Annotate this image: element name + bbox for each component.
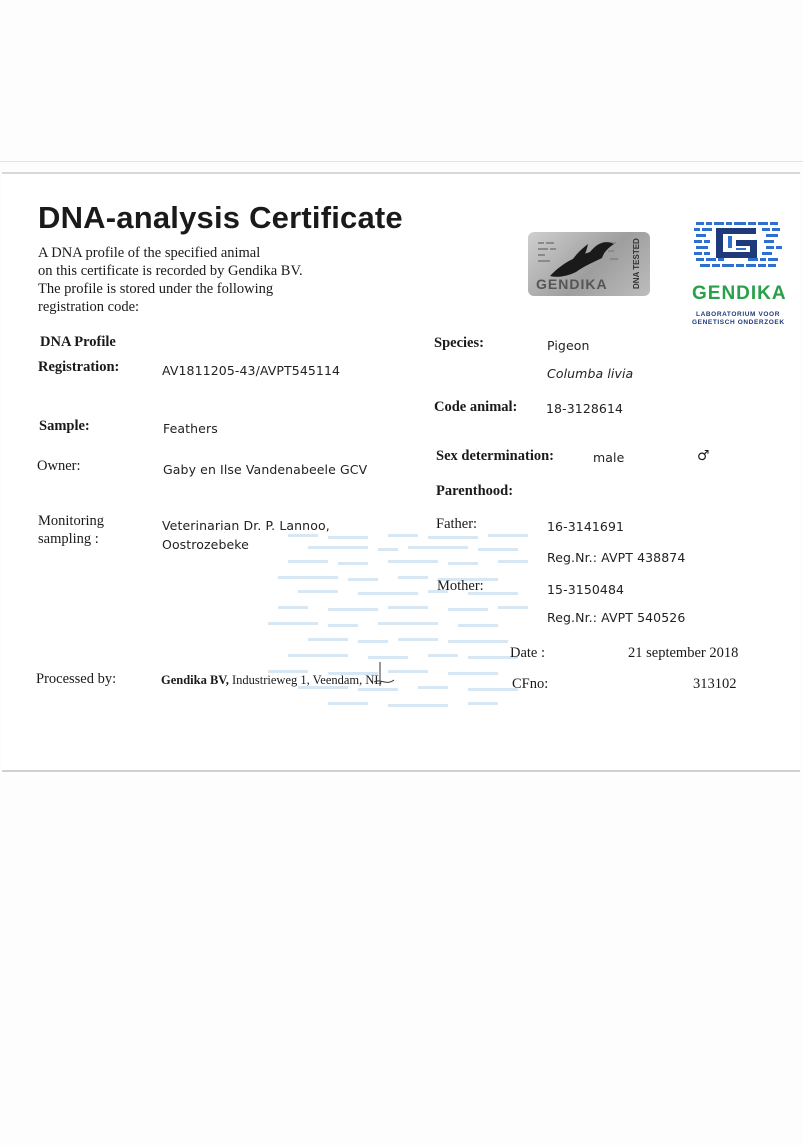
father-reg: Reg.Nr.: AVPT 438874 — [547, 550, 686, 565]
father-value: 16-3141691 — [547, 519, 625, 534]
processed-value — [161, 673, 382, 688]
dna-profile-label: DNA Profile — [40, 334, 116, 350]
logo-name: GENDIKA — [692, 283, 787, 304]
species-value: Pigeon — [547, 338, 590, 353]
date-value: 21 september 2018 — [628, 645, 739, 661]
sample-value: Feathers — [163, 421, 218, 436]
mother-reg: Reg.Nr.: AVPT 540526 — [547, 610, 686, 625]
processed-address: Industrieweg 1, Veendam, NL — [231, 673, 383, 687]
species-latin: Columba livia — [547, 366, 634, 381]
male-symbol-icon: ♂ — [697, 448, 710, 464]
intro-line: on this certificate is recorded by Gendika BV. — [38, 263, 303, 279]
logo-sub-2: GENETISCH ONDERZOEK — [692, 319, 785, 326]
processed-company: Gendika BV, — [161, 673, 229, 687]
code-animal-label: Code animal: — [434, 399, 518, 415]
date-label: Date : — [510, 645, 546, 661]
logo-sub-1: LABORATORIUM VOOR — [696, 311, 780, 318]
processed-label: Processed by: — [36, 671, 117, 687]
seal-brand: GENDIKA — [536, 276, 608, 292]
scan-edge-line — [0, 161, 803, 162]
intro-line: A DNA profile of the specified animal — [38, 245, 261, 261]
seal-tag: DNA TESTED — [632, 238, 641, 290]
sex-value: male — [593, 450, 625, 465]
registration-label: Registration: — [38, 359, 120, 375]
monitoring-value-2: Oostrozebeke — [162, 537, 249, 552]
sample-label: Sample: — [39, 418, 90, 434]
cfno-value: 313102 — [693, 676, 737, 692]
owner-value: Gaby en Ilse Vandenabeele GCV — [163, 462, 368, 477]
parenthood-label: Parenthood: — [436, 483, 514, 499]
father-label: Father: — [436, 516, 478, 532]
cfno-label: CFno: — [512, 676, 549, 692]
mother-value: 15-3150484 — [547, 582, 625, 597]
gendika-logo-icon — [692, 220, 784, 272]
signature-mark-icon — [372, 660, 396, 690]
intro-line: registration code: — [38, 299, 140, 315]
mother-label: Mother: — [437, 578, 484, 594]
gendika-logo — [692, 220, 787, 327]
dna-tested-seal — [528, 232, 650, 296]
monitoring-label: Monitoring — [38, 513, 105, 529]
monitoring-label-2: sampling : — [38, 531, 99, 547]
certificate-title: DNA-analysis Certificate — [38, 200, 403, 235]
sex-label: Sex determination: — [436, 448, 554, 464]
species-label: Species: — [434, 335, 484, 351]
monitoring-value: Veterinarian Dr. P. Lannoo, — [162, 518, 330, 533]
owner-label: Owner: — [37, 458, 81, 474]
registration-value: AV1811205-43/AVPT545114 — [162, 363, 341, 378]
intro-line: The profile is stored under the following — [38, 281, 274, 297]
intro-text — [38, 244, 358, 316]
code-animal-value: 18-3128614 — [546, 401, 624, 416]
